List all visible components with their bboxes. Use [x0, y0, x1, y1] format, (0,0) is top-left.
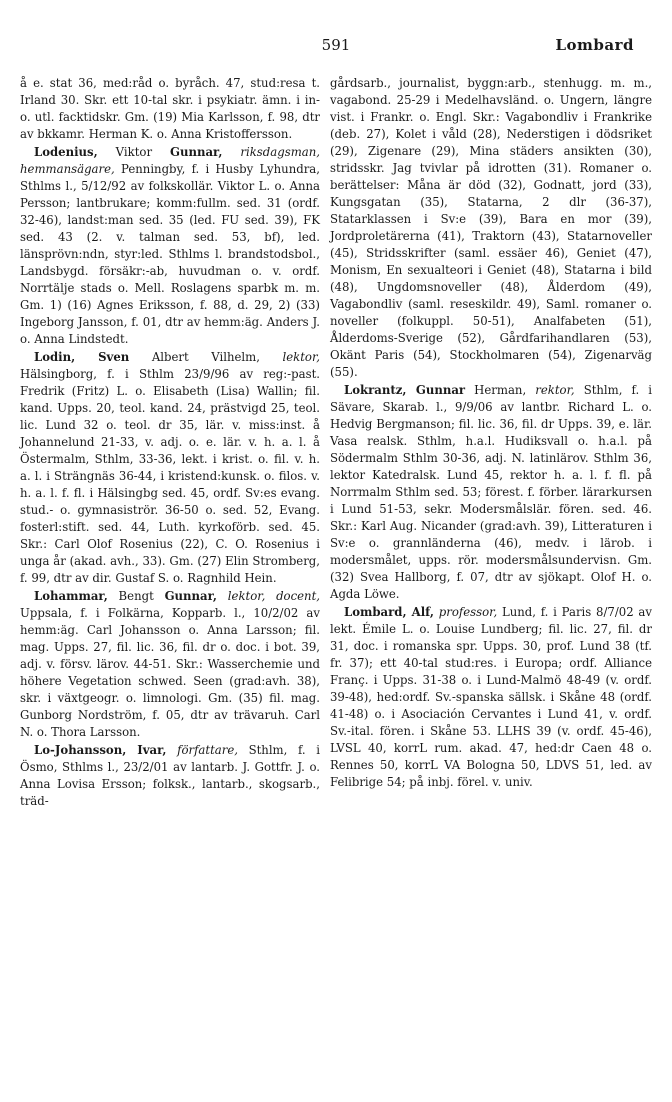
entry-name: Lo-Johansson, Ivar, — [34, 743, 167, 757]
page-number: 591 — [321, 36, 351, 54]
entry-title: riksdagsman, hemmansägare, — [20, 145, 320, 176]
entry-text: gårdsarb., journalist, byggn:arb., stenhugg. m. m., vagabond. 25-29 i Medelhavsländ. o. Ungern, längre vist. i Frankr. o. Engl. Skr.: Vagabondliv i Frankrike (deb. 27), Kolet i våld (28), Nederstigen i dödsriket (29), Zigenare (29), Mina städers ansikten (30), stridsskr. Jag tvivlar på idrotten (31). Romaner o. berättelser: Måna är död (32), Godnatt, jord (33), Kungsgatan (35), Statarna, 2 dlr (36-37), Statarklassen i Sv:e (39), Bara en mor (39), Jordproletärerna (41), Traktorn (43), Statarnoveller (45), Stridsskrifter (saml. essäer 46), Geniet (47), Monism, En sexualteori i Geniet (48), Statarna i bild (48), Ungdomsnoveller (48), Ålderdom (49), Vagabondliv (saml. reseskildr. 49), Saml. romaner o. noveller (folkuppl. 50-51), Analfabeten (51), Ålderdoms-Sverige (52), Gårdfarihandlaren (53), Okänt Paris (54), Stockholmaren (54), Zigenarväg (55). — [330, 76, 652, 379]
right-column — [330, 75, 652, 792]
entry-name: Lombard, Alf, — [344, 605, 434, 619]
entry-name-rest: Herman, — [465, 383, 536, 397]
entry-text: Sthlm, f. i Sävare, Skarab. l., 9/9/06 av lantbr. Richard L. o. Hedvig Bergmanson; fil. lic. 36, fil. dr Upps. 39, e. lär. Vasa realsk. Sthlm, h.a.l. Hudiksvall o. h.a.l. på Södermalm Sthlm 30-36, adj. N. latinlärov. Sthlm 36, lektor Katedralsk. Lund 45, rektor h. a. l. f. fl. på Norrmalm Sthlm sed. 53; förest. f. förber. lärarkursen i Lund 51-53, sekr. Modersmålslär. fören. sed. 46. Skr.: Karl Aug. Nicander (grad:avh. 39), Litteraturen i Sv:e o. grannländerna (46), medv. i lärob. i modersmålet, upps. rör. modersmålsundervisn. Gm. (32) Svea Hallborg, f. 07, dtr av sjökapt. Olof H. o. Agda Löwe. — [330, 383, 652, 601]
entry-text: Penningby, f. i Husby Lyhundra, Sthlms l., 5/12/92 av folkskollär. Viktor L. o. Anna Persson; lantbrukare; komm:fullm. sed. 31 (ordf. 32-46), landst:man sed. 35 (led. FU sed. 39), FK sed. 43 (2. v. talman sed. 53, bf), led. länsprövn:ndn, styr:led. Sthlms l. brandstodsbol., Landsbygd. försäkr:-ab, huvudman o. v. ordf. Norrtälje stads o. Mell. Roslagens sparbk m. m. Gm. 1) (16) Agnes Eriksson, f. 88, d. 29, 2) (33) Ingeborg Jansson, f. 01, dtr av hemm:äg. Anders J. o. Anna Lindstedt. — [20, 162, 320, 346]
entry-lombard — [330, 604, 652, 791]
entry-lokrantz — [330, 382, 652, 603]
entry-name: Lodenius, — [34, 145, 98, 159]
entry-title: författare, — [177, 743, 238, 757]
entry-title: lektor, — [282, 350, 320, 364]
entry-text: Uppsala, f. i Folkärna, Kopparb. l., 10/2/02 av hemm:äg. Carl Johansson o. Anna Larsson; fil. mag. Upps. 27, fil. lic. 36, fil. dr o. doc. i bot. 39, adj. v. försv. lärov. 44-51. Skr.: Wasserchemie und höhere Vegetation schwed. Seen (grad:avh. 38), skr. i växtgeogr. o. limnologi. Gm. (35) fil. mag. Gunborg Nordström, f. 05, dtr av trävaruh. Carl N. o. Thora Larsson. — [20, 606, 320, 739]
entry-lodin — [20, 349, 320, 587]
entry-lodenius — [20, 144, 320, 348]
entry-name-rest — [166, 743, 177, 757]
entry-name-rest: Albert Vilhelm, — [129, 350, 283, 364]
entry-lo-johansson — [20, 742, 320, 810]
entry-name-bold: Gunnar, — [164, 589, 217, 603]
entry-text: å e. stat 36, med:råd o. byråch. 47, stud:resa t. Irland 30. Skr. ett 10-tal skr. i psykiatr. ämn. i in- o. utl. facktidskr. Gm. (19) Mia Karlsson, f. 98, dtr av bkkamr. Herman K. o. Anna Kristoffersson. — [20, 76, 320, 141]
entry-title: rektor, — [535, 383, 575, 397]
entry-continuation — [330, 75, 652, 381]
entry-continuation — [20, 75, 320, 143]
entry-text: Hälsingborg, f. i Sthlm 23/9/96 av reg:-past. Fredrik (Fritz) L. o. Elisabeth (Lisa) Wallin; fil. kand. Upps. 20, teol. kand. 24, prästvigd 25, teol. lic. Lund 32 o. teol. dr 35, lär. v. miss:inst. å Johannelund 21-33, v. adj. o. e. lär. v. h. a. l. å Östermalm, Sthlm, 33-36, lekt. i krist. o. fil. v. h. a. l. i Strängnäs 36-44, i kristend:kunsk. o. filos. v. h. a. l. f. fl. i Hälsingbg sed. 45, ordf. Sv:es evang. stud.- o. gymnasiströr. 36-50 o. sed. 52, Evang. fosterl:stift. sed. 44, Luth. kyrkoförb. sed. 45. Skr.: Carl Olof Rosenius (22), C. O. Rosenius i unga år (akad. avh., 33). Gm. (27) Elin Stromberg, f. 99, dtr av dir. Gustaf S. o. Ragnhild Hein. — [20, 367, 320, 585]
entry-lohammar — [20, 588, 320, 741]
entry-name: Lohammar, — [34, 589, 108, 603]
entry-text: Lund, f. i Paris 8/7/02 av lekt. Émile L. o. Louise Lundberg; fil. lic. 27, fil. dr 31, doc. i romanska spr. Upps. 30, prof. Lund 38 (tf. fr. 37); ett 40-tal stud:res. i Europa; ordf. Alliance Franç. i Upps. 31-38 o. i Lund-Malmö 48-49 (v. ordf. 39-48), hed:ordf. Sv.-spanska sällsk. i Skåne 48 (ordf. 41-48) o. i Asociación Cervantes i Lund 41, v. ordf. Sv.-ital. fören. i Skåne 53. LLHS 39 (v. ordf. 45-46), LVSL 40, korrL rum. akad. 47, hed:dr Caen 48 o. Rennes 50, korrL VA Bologna 50, LDVS 51, led. av Felibrige 54; på inbj. förel. v. univ. — [330, 605, 652, 789]
entry-name: Lokrantz, Gunnar — [344, 383, 466, 397]
entry-text: Sthlm, f. i Ösmo, Sthlms l., 23/2/01 av lantarb. J. Gottfr. J. o. Anna Lovisa Ersson; folksk., lantarb., skogsarb., träd- — [20, 743, 320, 808]
entry-title: lektor, docent, — [217, 589, 320, 603]
entry-name-bold: Gunnar, — [170, 145, 223, 159]
entry-name-rest: Viktor — [97, 145, 170, 159]
entry-title: professor, — [438, 605, 498, 619]
entry-name: Lodin, Sven — [34, 350, 130, 364]
left-column — [20, 75, 320, 811]
entry-name-rest: Bengt — [107, 589, 165, 603]
running-head: Lombard — [555, 36, 634, 54]
